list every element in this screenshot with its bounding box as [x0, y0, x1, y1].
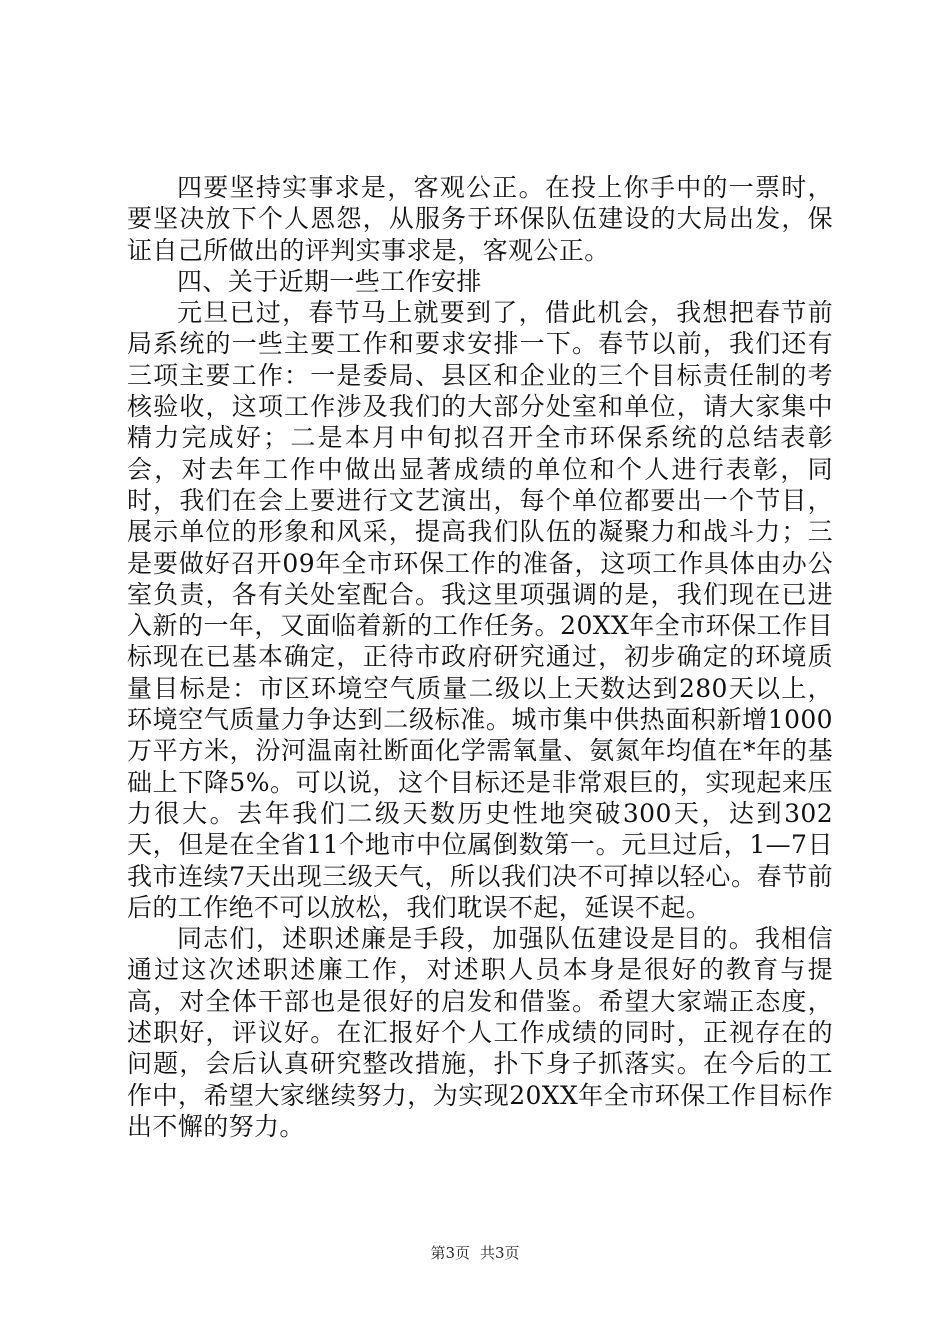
page-number-current: 第3页 [430, 1244, 470, 1262]
document-body [127, 172, 833, 1142]
page-footer [0, 1243, 950, 1263]
paragraph-closing-remarks: 同志们，述职述廉是手段，加强队伍建设是目的。我相信通过这次述职述廉工作，对述职人员本身是很好的教育与提高，对全体干部也是很好的启发和借鉴。希望大家端正态度，述职好，评议好。在汇报好个人工作成绩的同时，正视存在的问题，会后认真研究整改措施，扑下身子抓落实。在今后的工作中，希望大家继续努力，为实现20XX年全市环保工作目标作出不懈的努力。 [127, 924, 833, 1141]
section-heading-work-arrangements: 四、关于近期一些工作安排 [177, 266, 482, 296]
page-number-total: 共3页 [480, 1244, 520, 1262]
paragraph-principle-four: 四要坚持实事求是，客观公正。在投上你手中的一票时，要坚决放下个人恩怨，从服务于环保队伍建设的大局出发，保证自己所做出的评判实事求是，客观公正。 [127, 173, 833, 265]
paragraph-spring-festival-work: 元旦已过，春节马上就要到了，借此机会，我想把春节前局系统的一些主要工作和要求安排一下。春节以前，我们还有三项主要工作：一是委局、县区和企业的三个目标责任制的考核验收，这项工作涉及我们的大部分处室和单位，请大家集中精力完成好；二是本月中旬拟召开全市环保系统的总结表彰会，对去年工作中做出显著成绩的单位和个人进行表彰，同时，我们在会上要进行文艺演出，每个单位都要出一个节目，展示单位的形象和风采，提高我们队伍的凝聚力和战斗力；三是要做好召开09年全市环保工作的准备，这项工作具体由办公室负责，各有关处室配合。我这里项强调的是，我们现在已进入新的一年，又面临着新的工作任务。20XX年全市环保工作目标现在已基本确定，正待市政府研究通过，初步确定的环境质量目标是：市区环境空气质量二级以上天数达到280天以上，环境空气质量力争达到二级标准。城市集中供热面积新增1000万平方米，汾河温南社断面化学需氧量、氨氮年均值在*年的基础上下降5%。可以说，这个目标还是非常艰巨的，实现起来压力很大。去年我们二级天数历史性地突破300天，达到302天，但是在全省11个地市中位属倒数第一。元旦过后，1—7日我市连续7天出现三级天气，所以我们决不可掉以轻心。春节前后的工作绝不可以放松，我们耽误不起，延误不起。 [127, 298, 833, 922]
